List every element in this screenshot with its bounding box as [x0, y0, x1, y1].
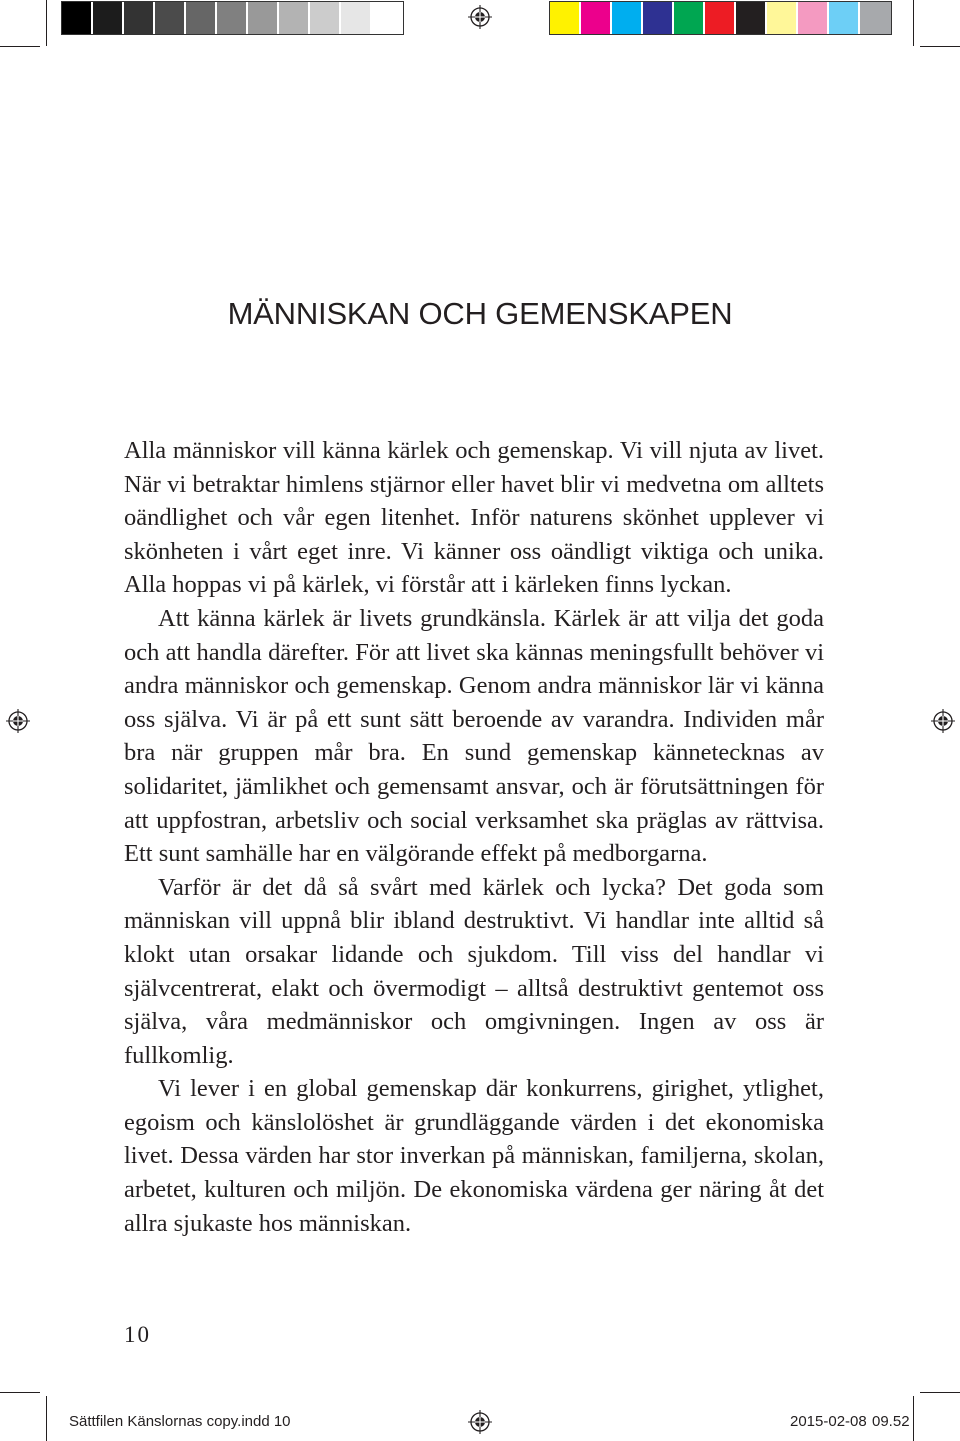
- gray-swatch: [372, 2, 403, 34]
- crop-mark: [0, 1392, 40, 1393]
- gray-swatch: [217, 2, 248, 34]
- color-swatch: [643, 2, 674, 34]
- gray-swatch: [186, 2, 217, 34]
- registration-target-icon: [468, 1410, 492, 1434]
- color-swatch: [798, 2, 829, 34]
- crop-mark: [46, 0, 47, 46]
- color-swatch: [829, 2, 860, 34]
- paragraph: Vi lever i en global gemenskap där konkurrens, girighet, ytlighet, egoism och känslolöshet är grundläggande värden i det ekonomiska livet. Dessa värden har stor inverkan på människan, familjerna, skolan, arbetet, kulturen och miljön. De ekonomiska värdena ger näring åt det allra sjukaste hos människan.: [124, 1075, 824, 1237]
- crop-mark: [46, 1396, 47, 1441]
- slug-date: 2015-02-08: [790, 1413, 867, 1430]
- gray-swatch: [124, 2, 155, 34]
- crop-mark: [913, 0, 914, 46]
- registration-target-icon: [6, 709, 30, 733]
- slug-file-info: Sättfilen Känslornas copy.indd 10: [69, 1413, 291, 1430]
- gray-swatch: [279, 2, 310, 34]
- gray-swatch: [93, 2, 124, 34]
- crop-mark: [920, 1392, 960, 1393]
- registration-target-icon: [931, 709, 955, 733]
- paragraph: Att känna kärlek är livets grundkänsla. Kärlek är att vilja det goda och att handla därefter. För att livet ska kännas meningsfullt behöver vi andra människor och gemenskap. Genom andra människor lär vi känna oss själva. Vi är på ett sunt sätt beroende av varandra. Individen mår bra när gruppen mår bra. En sund gemenskap kännetecknas av solidaritet, jämlikhet och gemensamt ansvar, och är förutsättningen för att uppfostran, arbetsliv och social verksamhet ska präglas av rättvisa. Ett sunt samhälle har en välgörande effekt på medborgarna.: [124, 604, 824, 868]
- crop-mark: [913, 1396, 914, 1441]
- registration-target-icon: [468, 5, 492, 29]
- color-swatch: [612, 2, 643, 34]
- slug-time: 09.52: [872, 1413, 910, 1430]
- gray-color-bar: [61, 1, 404, 35]
- color-swatch: [581, 2, 612, 34]
- gray-swatch: [62, 2, 93, 34]
- crop-mark: [920, 46, 960, 47]
- gray-swatch: [155, 2, 186, 34]
- color-swatch: [550, 2, 581, 34]
- crop-mark: [0, 46, 40, 47]
- body-text: [124, 434, 824, 1240]
- chapter-title: MÄNNISKAN OCH GEMENSKAPEN: [227, 296, 733, 331]
- paragraph: Alla människor vill känna kärlek och gemenskap. Vi vill njuta av livet. När vi betraktar himlens stjärnor eller havet blir vi medvetna om alltets oändlighet och vår egen litenhet. Inför naturens skönhet upplever vi skönheten i vårt eget inre. Vi känner oss oändligt viktiga och unika. Alla hoppas vi på kärlek, vi förstår att i kärleken finns lyckan.: [124, 437, 824, 599]
- color-swatch: [705, 2, 736, 34]
- process-color-bar: [549, 1, 892, 35]
- color-swatch: [736, 2, 767, 34]
- gray-swatch: [248, 2, 279, 34]
- gray-swatch: [310, 2, 341, 34]
- paragraph: Varför är det då så svårt med kärlek och lycka? Det goda som människan vill uppnå blir ibland destruktivt. Vi handlar inte alltid så klokt utan orsakar lidande och sjukdom. Till viss del handlar vi självcentrerat, elakt och övermodigt – alltså destruktivt gentemot oss själva, våra medmänniskor och omgivningen. Ingen av oss är fullkomlig.: [124, 873, 824, 1069]
- color-swatch: [674, 2, 705, 34]
- color-swatch: [860, 2, 891, 34]
- gray-swatch: [341, 2, 372, 34]
- color-swatch: [767, 2, 798, 34]
- page-number: 10: [124, 1322, 151, 1347]
